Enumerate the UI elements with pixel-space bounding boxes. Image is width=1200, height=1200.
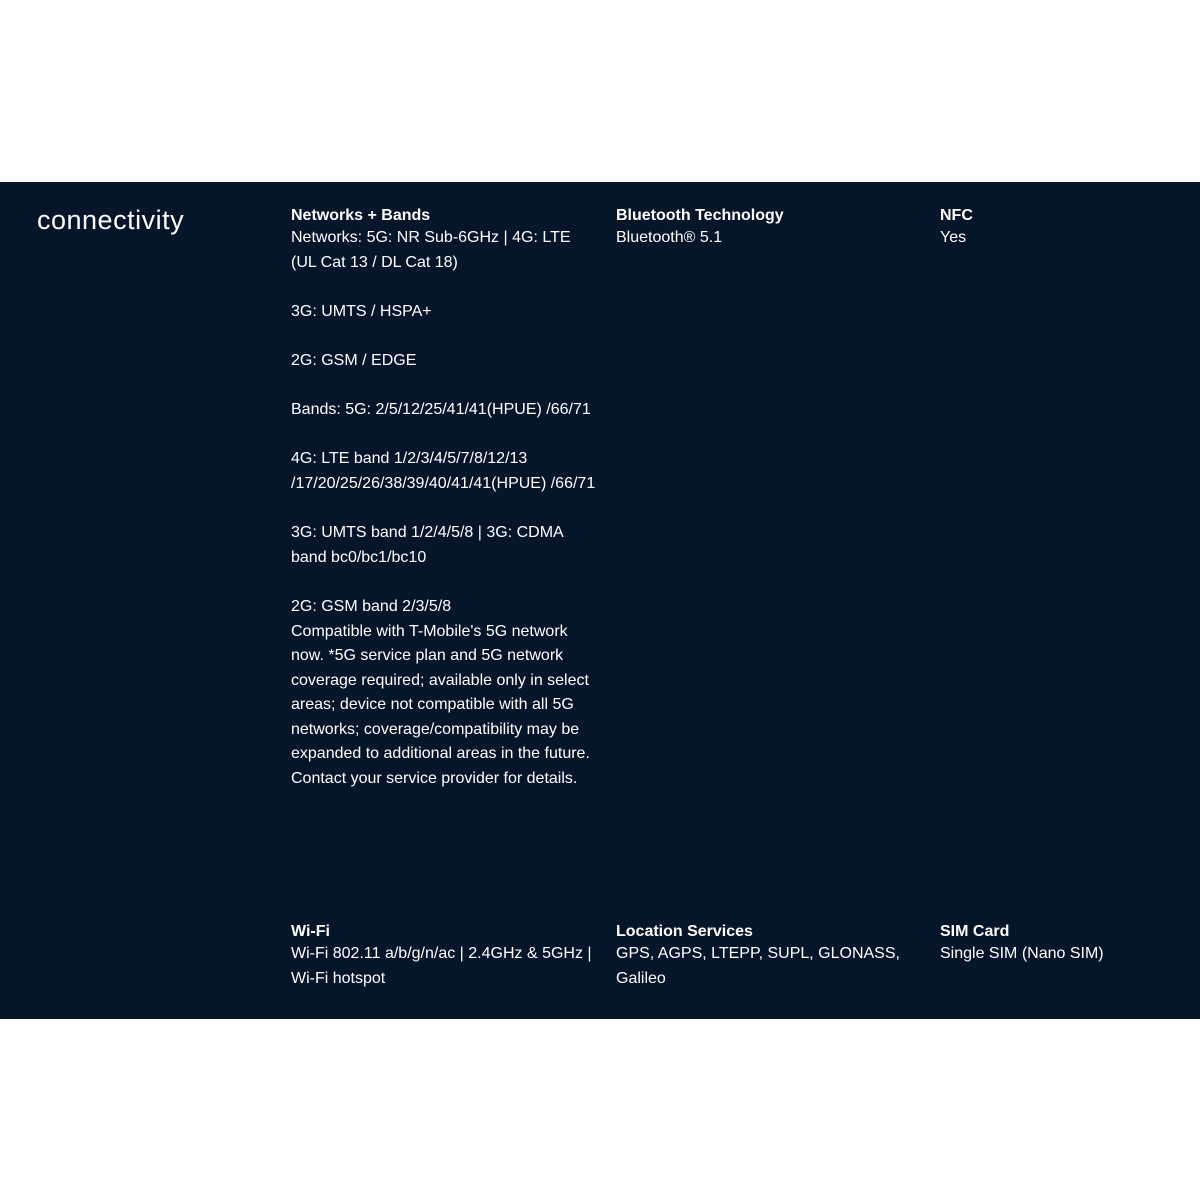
spec-paragraph: 3G: UMTS band 1/2/4/5/8 | 3G: CDMA band bc0/bc1/bc10 [291,524,563,566]
spec-paragraph: 4G: LTE band 1/2/3/4/5/7/8/12/13 /17/20/25/26/38/39/40/41/41(HPUE) /66/71 [291,450,596,492]
spec-value: Bluetooth® 5.1 [616,229,723,246]
spec-paragraph: 2G: GSM / EDGE [291,351,417,369]
section-title: connectivity [37,205,185,235]
spec-bluetooth [616,205,916,251]
spec-value: Yes [940,229,967,246]
spec-value: GPS, AGPS, LTEPP, SUPL, GLONASS, Galileo [616,945,900,987]
spec-value: Wi-Fi 802.11 a/b/g/n/ac | 2.4GHz & 5GHz | Wi-Fi hotspot [291,945,592,987]
spec-paragraph: Networks: 5G: NR Sub-6GHz | 4G: LTE (UL Cat 13 / DL Cat 18) [291,229,571,271]
spec-networks-bands [291,205,596,792]
spec-paragraph: 2G: GSM band 2/3/5/8 [291,597,452,615]
spec-location-services [616,921,916,991]
spec-heading: Networks + Bands [291,207,431,224]
spec-nfc [940,205,1160,251]
spec-heading: SIM Card [940,923,1010,940]
spec-paragraph: 3G: UMTS / HSPA+ [291,302,432,320]
spec-footnote: Compatible with T-Mobile's 5G network now. *5G service plan and 5G network coverage required; available only in select areas; device not compatible with all 5G networks; coverage/compatibility may be expanded to additional areas in the future. Contact your service provider for details. [291,622,590,788]
spec-heading: Wi-Fi [291,923,330,940]
spec-heading: Bluetooth Technology [616,207,784,224]
spec-paragraph: Bands: 5G: 2/5/12/25/41/41(HPUE) /66/71 [291,401,591,419]
connectivity-panel [0,182,1200,1019]
spec-sim-card [940,921,1160,967]
spec-wifi [291,921,596,991]
spec-heading: NFC [940,207,973,224]
spec-heading: Location Services [616,923,753,940]
spec-value: Single SIM (Nano SIM) [940,945,1104,962]
spec-value [291,226,596,620]
